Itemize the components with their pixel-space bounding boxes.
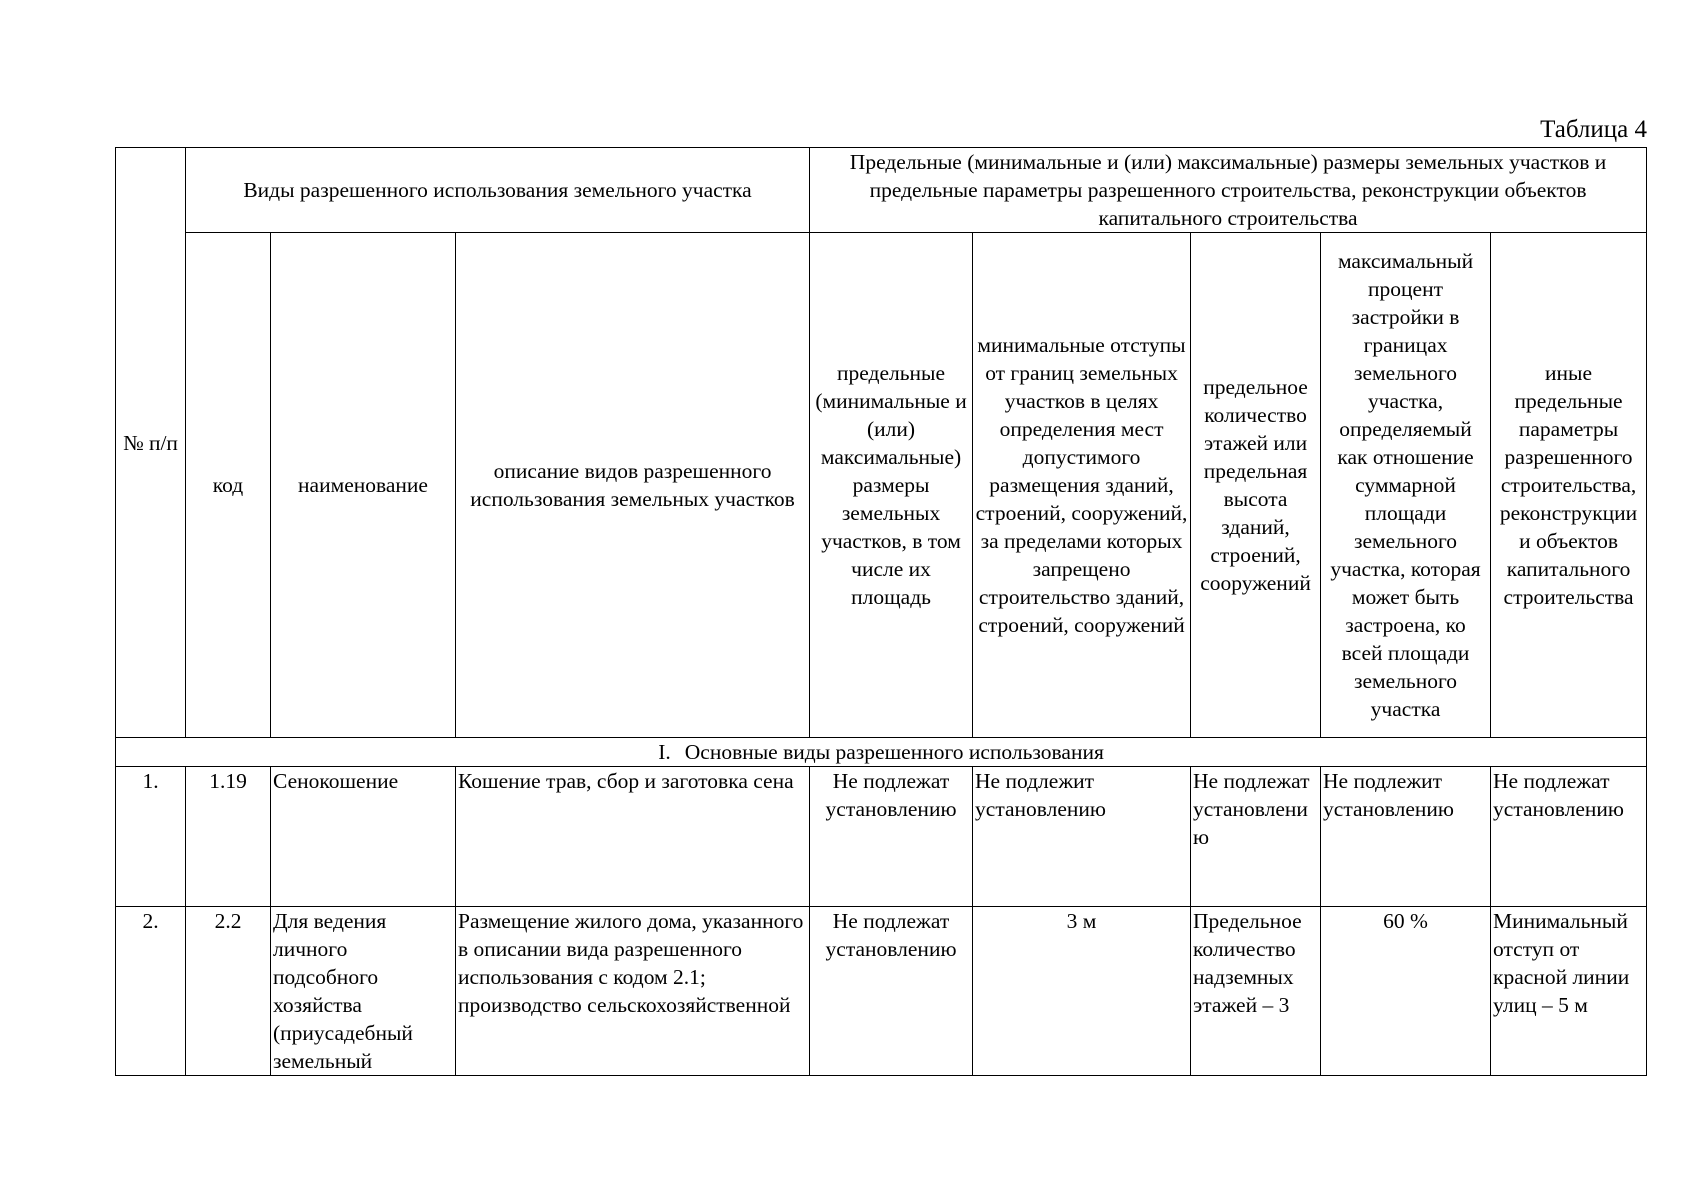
row-setbacks: Не подлежит установлению [973, 767, 1191, 907]
header-setbacks: минимальные отступы от границ земельных участков в целях определения мест допустимого размещения зданий, строений, сооружений, за пределами которых запрещено строительство зданий, строений, сооружений [973, 233, 1191, 738]
table-row [116, 907, 1647, 1076]
section-heading [116, 738, 1647, 767]
table-row [116, 767, 1647, 907]
table-caption: Таблица 4 [1540, 116, 1647, 143]
row-code: 2.2 [186, 907, 271, 1076]
row-coverage: 60 % [1321, 907, 1491, 1076]
header-num: № п/п [116, 148, 186, 738]
row-coverage: Не подлежит установлению [1321, 767, 1491, 907]
header-other: иные предельные параметры разрешенного строительства, реконструкции и объектов капитального строительства [1491, 233, 1647, 738]
section-row [116, 738, 1647, 767]
row-area: Не подлежат установлению [810, 767, 973, 907]
row-other: Не подлежат установлению [1491, 767, 1647, 907]
row-code: 1.19 [186, 767, 271, 907]
header-floors: предельное количество этажей или предельная высота зданий, строений, сооружений [1191, 233, 1321, 738]
header-area: предельные (минимальные и (или) максимальные) размеры земельных участков, в том числе их площадь [810, 233, 973, 738]
header-name: наименование [271, 233, 456, 738]
header-row-group [116, 148, 1647, 233]
header-code: код [186, 233, 271, 738]
header-group-land-use: Виды разрешенного использования земельного участка [186, 148, 810, 233]
row-num: 1. [116, 767, 186, 907]
row-description: Кошение трав, сбор и заготовка сена [456, 767, 810, 907]
row-area: Не подлежат установлению [810, 907, 973, 1076]
row-floors: Не подлежат установлению [1191, 767, 1321, 907]
row-name: Сенокошение [271, 767, 456, 907]
row-num: 2. [116, 907, 186, 1076]
zoning-table [115, 147, 1647, 1076]
section-roman: I. [658, 740, 671, 764]
header-coverage: максимальный процент застройки в границах земельного участка, определяемый как отношение суммарной площади земельного участка, которая может быть застроена, ко всей площади земельного участка [1321, 233, 1491, 738]
header-group-limits: Предельные (минимальные и (или) максимальные) размеры земельных участков и предельные параметры разрешенного строительства, реконструкции объектов капитального строительства [810, 148, 1647, 233]
row-other: Минимальный отступ от красной линии улиц – 5 м [1491, 907, 1647, 1076]
header-row-columns [116, 233, 1647, 738]
row-description: Размещение жилого дома, указанного в описании вида разрешенного использования с кодом 2.1; производство сельскохозяйственной [456, 907, 810, 1076]
section-title: Основные виды разрешенного использования [684, 740, 1104, 764]
row-setbacks: 3 м [973, 907, 1191, 1076]
header-description: описание видов разрешенного использования земельных участков [456, 233, 810, 738]
row-name: Для ведения личного подсобного хозяйства (приусадебный земельный [271, 907, 456, 1076]
row-floors: Предельное количество надземных этажей – 3 [1191, 907, 1321, 1076]
